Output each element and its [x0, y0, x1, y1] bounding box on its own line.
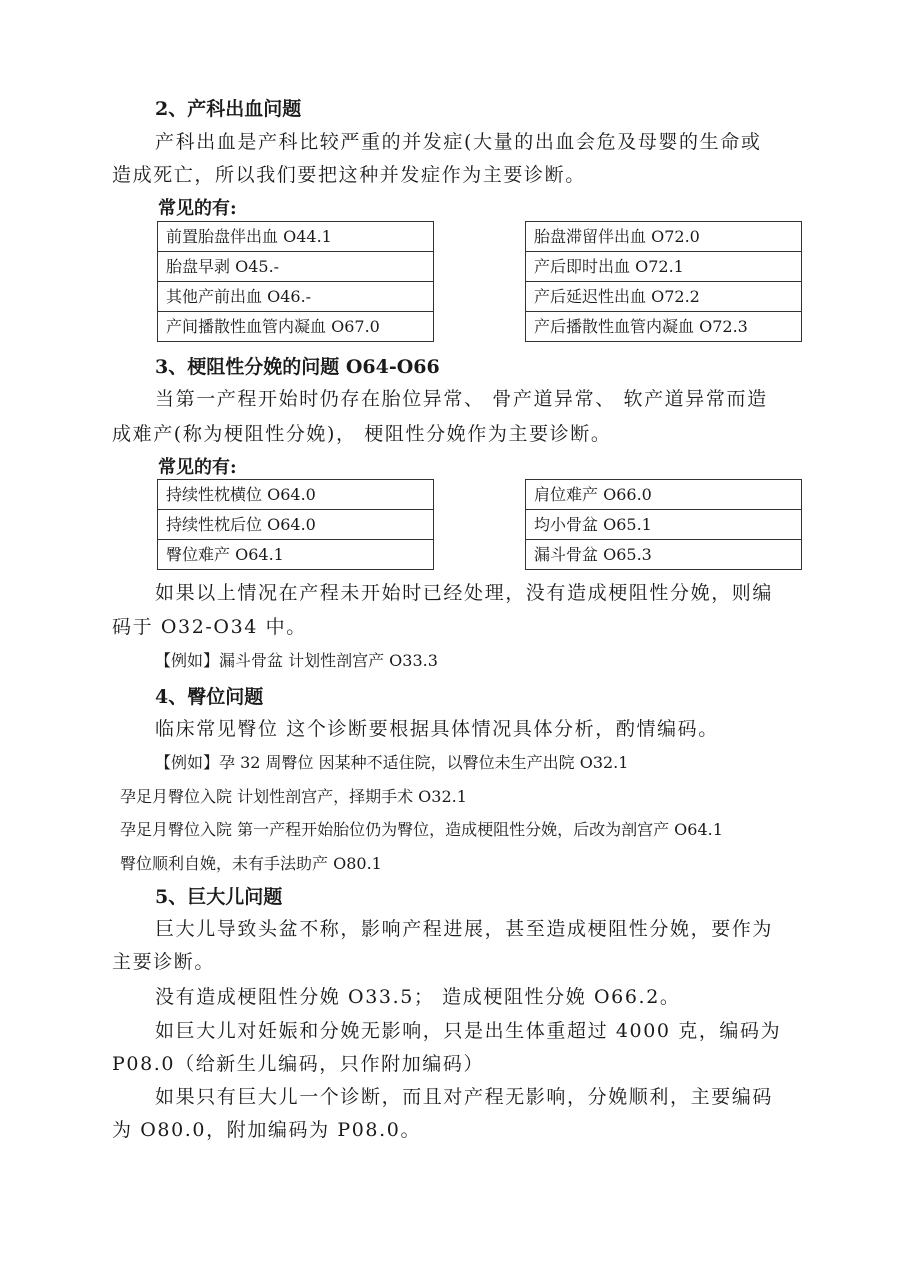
- table-cell: 产间播散性血管内凝血 O67.0: [158, 312, 434, 342]
- table-row: [158, 540, 434, 570]
- section2-heading: 2、产科出血问题: [155, 98, 302, 120]
- section5-line7: 为 O80.0，附加编码为 P08.0。: [112, 1119, 422, 1141]
- table-cell: 持续性枕横位 O64.0: [158, 480, 434, 510]
- table-cell: 均小骨盆 O65.1: [526, 510, 802, 540]
- table-cell: 胎盘早剥 O45.-: [158, 252, 434, 282]
- section2-paragraph-line2: 造成死亡，所以我们要把这种并发症作为主要诊断。: [112, 164, 586, 186]
- section3-paragraph-line1: 当第一产程开始时仍存在胎位异常、 骨产道异常、 软产道异常而造: [155, 388, 768, 410]
- table-row: [526, 282, 802, 312]
- section4-example1: 【例如】孕 32 周臀位 因某种不适住院，以臀位未生产出院 O32.1: [155, 753, 629, 772]
- table-cell: 胎盘滞留伴出血 O72.0: [526, 222, 802, 252]
- section5-line2: 主要诊断。: [112, 951, 216, 973]
- section5-heading: 5、巨大儿问题: [155, 886, 283, 908]
- section2-common-label: 常见的有:: [158, 198, 237, 219]
- table-row: [158, 282, 434, 312]
- table-row: [526, 510, 802, 540]
- table-row: [158, 480, 434, 510]
- section4-heading: 4、臀位问题: [155, 686, 264, 708]
- section3-left-code-table: [157, 479, 434, 570]
- section2-left-code-table: [157, 221, 434, 342]
- table-cell: 产后播散性血管内凝血 O72.3: [526, 312, 802, 342]
- section3-example: 【例如】漏斗骨盆 计划性剖宫产 O33.3: [155, 651, 438, 670]
- section3-paragraph-line2: 成难产(称为梗阻性分娩)， 梗阻性分娩作为主要诊断。: [112, 423, 612, 445]
- section5-line5: P08.0（给新生儿编码，只作附加编码）: [112, 1053, 485, 1075]
- table-cell: 产后即时出血 O72.1: [526, 252, 802, 282]
- table-row: [526, 540, 802, 570]
- section5-line6: 如果只有巨大儿一个诊断，而且对产程无影响，分娩顺利，主要编码: [155, 1086, 774, 1108]
- table-row: [526, 252, 802, 282]
- section4-example2: 孕足月臀位入院 计划性剖宫产，择期手术 O32.1: [120, 787, 467, 806]
- section4-example3: 孕足月臀位入院 第一产程开始胎位仍为臀位，造成梗阻性分娩，后改为剖宫产 O64.1: [120, 820, 723, 839]
- section5-line1: 巨大儿导致头盆不称，影响产程进展，甚至造成梗阻性分娩，要作为: [155, 918, 774, 940]
- table-row: [526, 312, 802, 342]
- section2-paragraph-line1: 产科出血是产科比较严重的并发症(大量的出血会危及母婴的生命或: [155, 131, 762, 153]
- section3-common-label: 常见的有:: [158, 457, 237, 478]
- table-cell: 其他产前出血 O46.-: [158, 282, 434, 312]
- table-cell: 臀位难产 O64.1: [158, 540, 434, 570]
- table-cell: 肩位难产 O66.0: [526, 480, 802, 510]
- table-row: [526, 480, 802, 510]
- section3-right-code-table: [525, 479, 802, 570]
- section3-note-line2: 码于 O32-O34 中。: [112, 616, 307, 638]
- table-row: [158, 222, 434, 252]
- table-cell: 持续性枕后位 O64.0: [158, 510, 434, 540]
- table-row: [158, 252, 434, 282]
- table-cell: 产后延迟性出血 O72.2: [526, 282, 802, 312]
- section5-line3: 没有造成梗阻性分娩 O33.5； 造成梗阻性分娩 O66.2。: [155, 986, 681, 1008]
- table-row: [158, 312, 434, 342]
- section3-note-line1: 如果以上情况在产程未开始时已经处理，没有造成梗阻性分娩，则编: [155, 582, 774, 604]
- table-cell: 漏斗骨盆 O65.3: [526, 540, 802, 570]
- section3-heading: 3、梗阻性分娩的问题 O64-O66: [155, 356, 440, 378]
- section4-paragraph-line1: 临床常见臀位 这个诊断要根据具体情况具体分析，酌情编码。: [155, 718, 719, 740]
- section4-example4: 臀位顺利自娩，未有手法助产 O80.1: [120, 854, 382, 873]
- table-row: [158, 510, 434, 540]
- table-row: [526, 222, 802, 252]
- section5-line4: 如巨大儿对妊娠和分娩无影响，只是出生体重超过 4000 克，编码为: [155, 1020, 782, 1042]
- table-cell: 前置胎盘伴出血 O44.1: [158, 222, 434, 252]
- section2-right-code-table: [525, 221, 802, 342]
